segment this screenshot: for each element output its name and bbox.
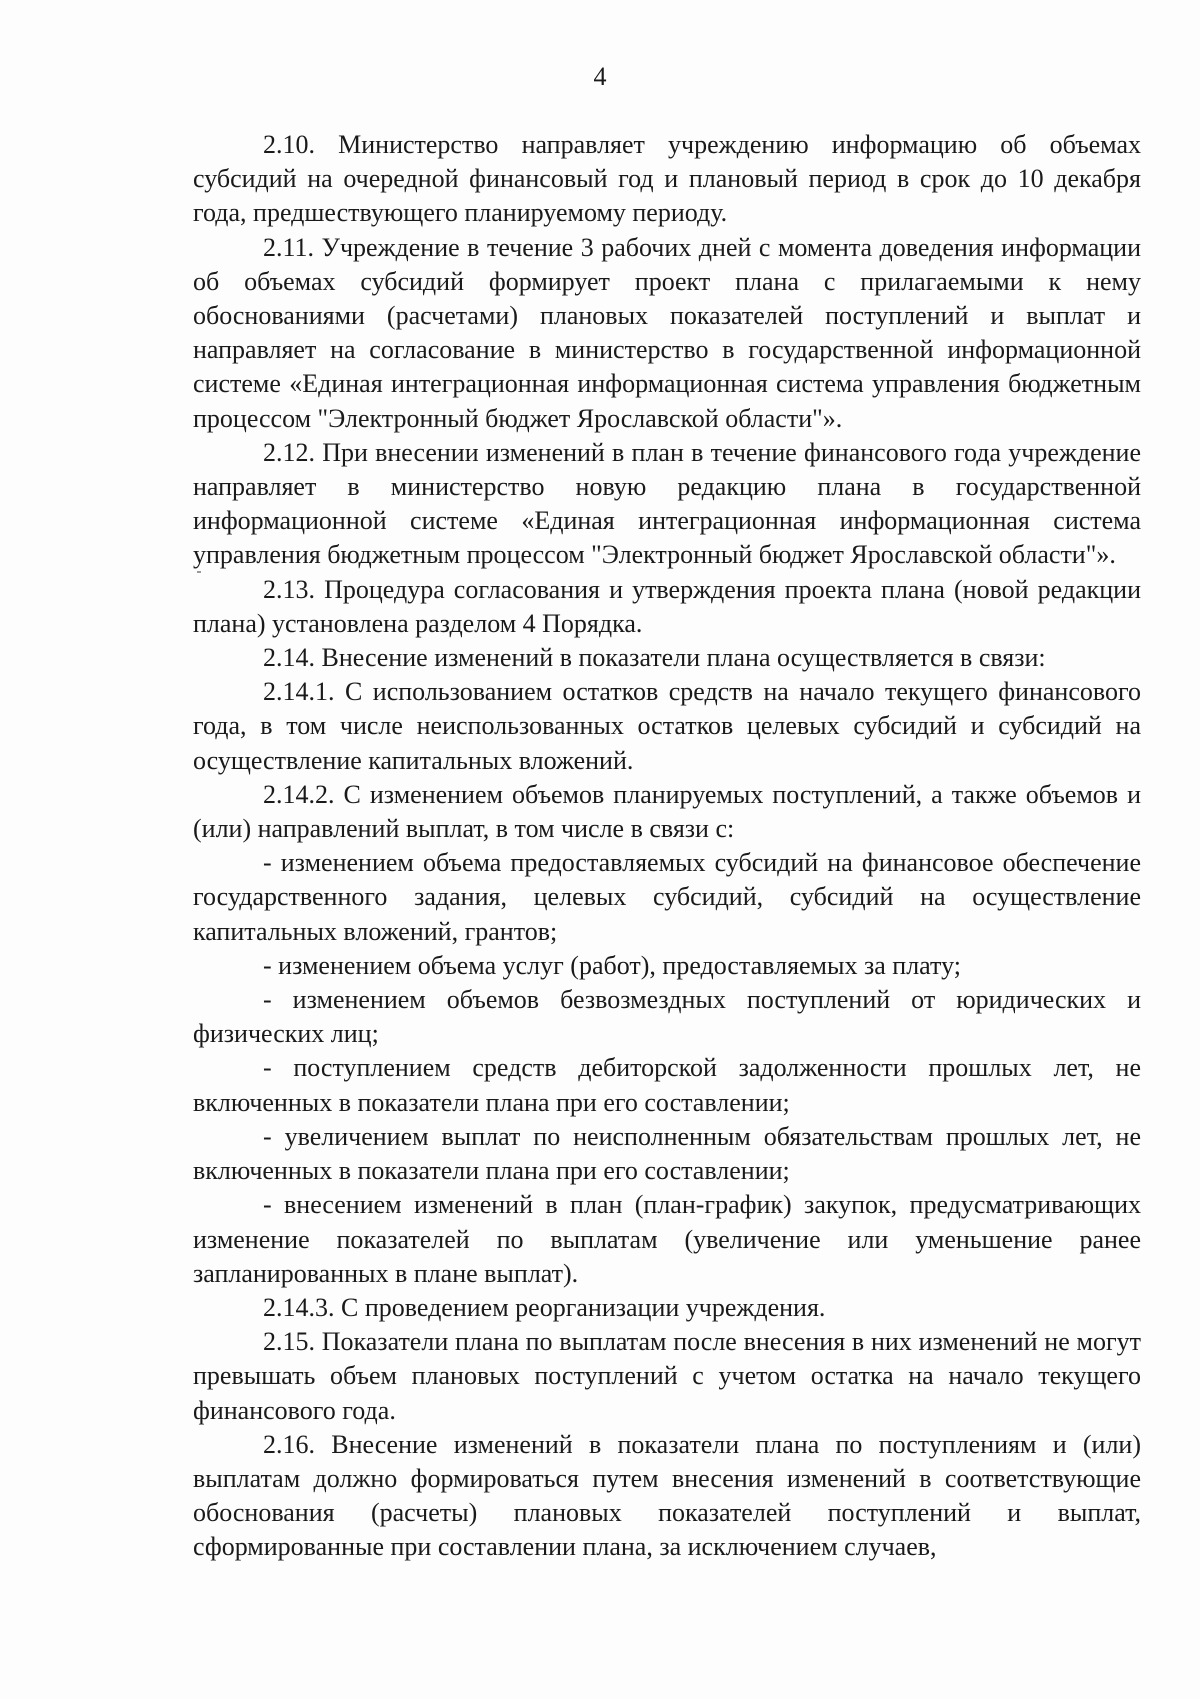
list-item: - увеличением выплат по неисполненным обязательствам прошлых лет, не включенных в показатели плана при его составлении; (193, 1121, 1141, 1186)
paragraph-2-13: 2.13. Процедура согласования и утверждения проекта плана (новой редакции плана) установлена разделом 4 Порядка. (193, 574, 1141, 638)
list-item: - изменением объема услуг (работ), предоставляемых за плату; (263, 950, 961, 980)
paragraph-2-15: 2.15. Показатели плана по выплатам после внесения в них изменений не могут превышать объем плановых поступлений с учетом остатка на начало текущего финансового года. (193, 1327, 1141, 1425)
document-body (193, 128, 1141, 1565)
paragraph-2-14-3: 2.14.3. С проведением реорганизации учреждения. (263, 1292, 826, 1322)
list-item: - изменением объема предоставляемых субсидий на финансовое обеспечение государственного задания, целевых субсидий, субсидий на осуществление капитальных вложений, грантов; (193, 848, 1141, 946)
paragraph-2-11: 2.11. Учреждение в течение 3 рабочих дней с момента доведения информации об объемах субсидий формирует проект плана с прилагаемыми к нему обоснованиями (расчетами) плановых показателей поступлений и выплат и направляет на согласование в министерство в государственной информационной системе «Единая интеграционная информационная система управления бюджетным процессом "Электронный бюджет Ярославской области"». (193, 232, 1141, 433)
list-item: - поступлением средств дебиторской задолженности прошлых лет, не включенных в показатели плана при его составлении; (193, 1053, 1141, 1117)
paragraph-2-14-1: 2.14.1. С использованием остатков средств на начало текущего финансового года, в том числе неиспользованных остатков целевых субсидий и субсидий на осуществление капитальных вложений. (193, 677, 1141, 775)
paragraph-2-16: 2.16. Внесение изменений в показатели плана по поступлениям и (или) выплатам должно формироваться путем внесения изменений в соответствующие обоснования (расчеты) плановых показателей поступлений и выплат, сформированные при составлении плана, за исключением случаев, (193, 1429, 1141, 1562)
page-number: 4 (593, 62, 607, 91)
paragraph-2-12: 2.12. При внесении изменений в план в течение финансового года учреждение направляет в министерство новую редакцию плана в государственной информационной системе «Единая интеграционная информационная система управления бюджетным процессом "Электронный бюджет Ярославской области"». (193, 437, 1141, 570)
paragraph-2-14: 2.14. Внесение изменений в показатели плана осуществляется в связи: (263, 643, 1046, 673)
paragraph-2-14-2: 2.14.2. С изменением объемов планируемых поступлений, а также объемов и (или) направлений выплат, в том числе в связи с: (193, 779, 1141, 844)
paragraph-2-10: 2.10. Министерство направляет учреждению информацию об объемах субсидий на очередной финансовый год и плановый период в срок до 10 декабря года, предшествующего планируемому периоду. (193, 130, 1141, 228)
list-item: - изменением объемов безвозмездных поступлений от юридических и физических лиц; (193, 985, 1141, 1049)
list-item: - внесением изменений в план (план-график) закупок, предусматривающих изменение показателей по выплатам (увеличение или уменьшение ранее запланированных в плане выплат). (193, 1190, 1141, 1288)
